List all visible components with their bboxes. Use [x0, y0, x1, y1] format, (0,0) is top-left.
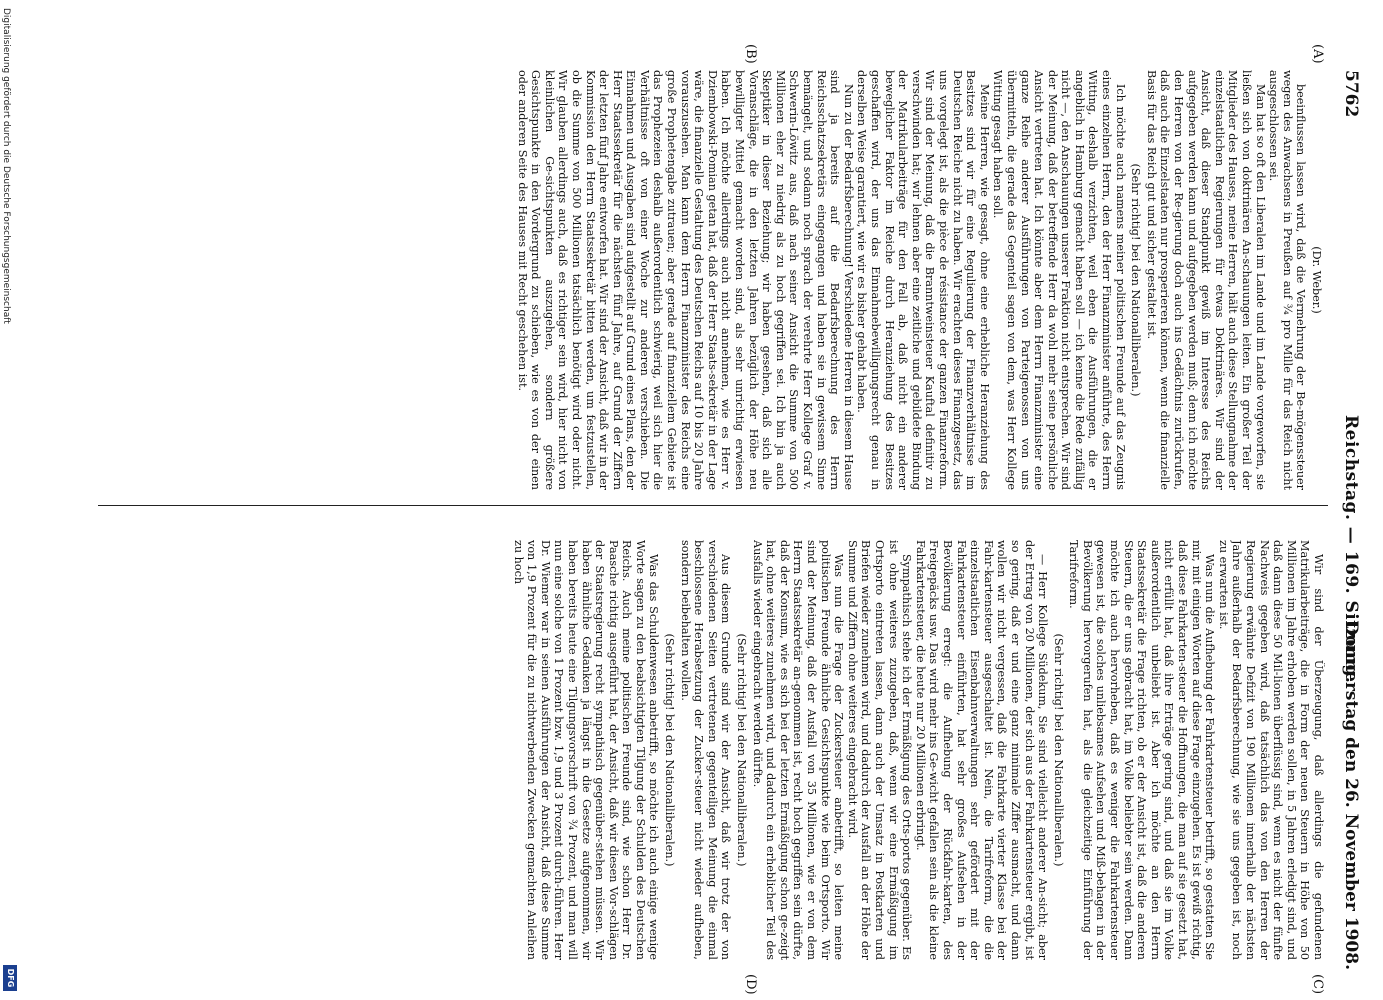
paragraph: beeinflussen lassen wird, daß die Vermehrung der Be-mögenssteuer wegen des Anwachsens in Preußen auf ¾ pro Mille für das Reich nicht ausgeschlossen sei.	[1267, 70, 1308, 490]
interjection: (Sehr richtig! bei den Nationalliberalen.)	[1129, 163, 1143, 397]
interjection: (Sehr richtig! bei den Nationalliberalen.)	[735, 633, 749, 867]
margin-marker-a: (A)	[1310, 44, 1325, 64]
paragraph: Wir sind der Überzeugung, daß allerdings die gefundenen Matrikularbeiträge, die in Form der neuen Steuern in Höhe von 50 Millionen im Jahre erhoben werden sollen, in 5 Jahren erledigt sind, und daß dann diese 50 Mil-lionen überflüssig sind, wenn es nicht der fünfte Nachweis gegeben wird, daß tatsächlich das von den Herren der Regierung erwähnte Defizit von 190 Millionen innerhalb der nächsten Jahre außerhalb der Bedarfsberechnung, wie sie uns gegeben ist, noch zu erwarten ist.	[1216, 540, 1325, 960]
page-date: Donnerstag den 26. November 1908.	[1341, 620, 1361, 970]
right-text-column	[125, 540, 1325, 960]
paragraph: Man hat so oft den Liberalen im Lande und im Lande vorgeworfen, sie ließen sich von doktrinären An-schauungen leiten. Ein großer Teil der Mitglieder des Hauses, meine Herren, hält auch diese Stellungnahme der einzelstaatlichen Regierungen für etwas Doktrinäres. Wir sind der Ansicht, daß dieser Standpunkt gewiß im Interesse des Reichs aufgegeben werden kann und aufgegeben werden muß; denn ich möchte den Herren von der Re-gierung doch auch ins Gedächtnis zurückrufen, daß auch die Einzelstaaten nur prosperieren können, wenn die finanzielle Basis für das Reich gut und sicher gestaltet ist.	[1144, 70, 1267, 490]
page-title: Reichstag. — 169. Sitzung.	[1341, 415, 1361, 684]
paragraph: Nun zu der Bedarfsberechnung! Verschiedene Herren in diesem Hause sind ja bereits auf die Bedarfsberechnung des Herrn Reichsschatzsekretärs eingegangen und haben sie in gewissem Sinne bemängelt, und sodann noch sprach der verehrte Herr Kollege Graf v. Schwerin-Löwitz aus, daß nach seiner Ansicht die Summe von 500 Millionen eher zu niedrig als zu hoch gegriffen sei. Ich bin ja auch Skeptiker in dieser Beziehung; wir haben gesehen, daß sich alle Voranschläge, die in den letzten Jahren bezüglich der Höhe neu bewilligter Mittel gemacht worden sind, als sehr unrichtig erwiesen haben. Ich möchte allerdings auch nicht annehmen, wie es Herr v. Dziembowski-Pomian getan hat, daß der Herr Staats-sekretär in der Lage wäre, die finanzielle Gestaltung des Deutschen Reichs auf 10 bis 20 Jahre vorauszusehen. Man kann dem Herrn Finanzminister des Reichs eine große Prophetengabe zutrauen; aber gerade auf finanziellem Gebiete ist das Prophezeien deshalb außerordentlich schwierig, weil sich hier die Verhältnisse oft von einer Woche zur anderen verschieben. Die Einnahmen und Ausgaben sind aufgestellt auf Grund eines Plans, den der Herr Staatssekretär für die nächsten fünf Jahre, auf Grund der Ziffern der letzten fünf Jahre entworfen hat. Wir sind der Ansicht, daß wir in der Kommission den Herrn Staatssekretär bitten werden, um festzustellen, ob die Summe von 500 Millionen tatsächlich benötigt wird oder nicht. Wir glauben allerdings auch, daß es richtiger sein wird, hier nicht von kleinlichen Ge-sichtspunkten auszugehen, sondern größere Gesichtspunkte in den Vordergrund zu schieben, wie es von der einen oder anderen Seite des Hauses mit Recht geschehen ist.	[515, 70, 855, 490]
interjection: (Sehr richtig! bei den Nationalliberalen.)	[1051, 633, 1065, 867]
dfg-logo: DFG	[3, 965, 17, 991]
paragraph: Was nun die Aufhebung der Fahrkartensteuer betrifft, so gestatten Sie mir, mit einigen Worten auf diese Frage einzugehen. Es ist gewiß richtig, daß diese Fahrkarten-steuer die Hoffnungen, die man auf sie gesetzt hat, nicht erfüllt hat, daß ihre Erträge gering sind, und daß sie im Volke außerordentlich unbeliebt ist. Aber ich möchte an den Herrn Staatssekretär die Frage richten, ob er der Ansicht ist, daß die anderen Steuern, die er uns gebracht hat, im Volke beliebter sein werden. Dann möchte ich auch hervorheben, daß es weniger die Fahrkartensteuer gewesen ist, die solches unliebsames Aufsehen und Miß-behagen in der Bevölkerung hervorgerufen hat, als die gleichzeitige Einführung der Tarifreform.	[1067, 540, 1217, 960]
page-header	[1335, 70, 1365, 970]
speaker-label: (Dr. Weber.)	[1310, 246, 1323, 314]
paragraph: Meine Herren, wie gesagt, ohne eine erhebliche Heranziehung des Besitzes sind wir für eine Regulierung der Finanzverhältnisse im Deutschen Reiche nicht zu haben. Wir erachten dieses Finanzgesetz, das uns vorgelegt ist, als die pièce de résistance der ganzen Finanzreform. Wir sind der Meinung, daß die Branntweinsteuer Kauftal definitiv zu verschwinden hat; wir lehnen aber eine zeitliche und gebildete Bindung der Matrikularbeiträge für den Fall ab, daß nicht ein anderer beweglicher Faktor im Reiche durch Heranziehung des Besitzes geschaffen wird, der uns das Einnahmebewilligungsrecht genau in derselben Weise garantiert, wie wir es bisher gehabt haben.	[855, 70, 991, 490]
paragraph: Sympathisch stehe ich der Ermäßigung des Orts-portos gegenüber. Es ist ohne weiteres zuzugeben, daß, wenn wir eine Ermäßigung im Ortsporto eintreten lassen, dann auch der Umsatz in Postkarten und Briefen wieder zunehmen wird, und dadurch der Ausfall an der Höhe der Summe und Ziffern ohne weiteres eingebracht wird.	[845, 540, 914, 960]
margin-marker-b: (B)	[743, 44, 758, 64]
column-divider	[98, 505, 1328, 506]
paragraph: — Herr Kollege Südekum, Sie sind vielleicht anderer An-sicht; aber der Ertrag von 20 Millionen, der sich aus der Fahrkartensteuer ergibt, ist so gering, daß er und eine ganz minimale Ziffer ausmacht, und dann wollen wir nicht vergessen, daß die Fahrkarte vierter Klasse bei der Fahr-kartensteuer ausgeschaltet ist. Nein, die Tarifreform, die die einzelstaatlichen Eisenbahnverwaltungen sehr gefördert mit der Fahrkartensteuer einführten, hat sehr großes Aufsehen in der Bevölkerung erregt: die Aufhebung der Rückfahr-karten, des Freigepäcks usw. Das wird mehr ins Ge-wicht gefallen sein als die kleine Fahrkartensteuer, die heute nur 20 Millionen erbringt.	[913, 540, 1050, 960]
paragraph: Aus diesem Grunde sind wir der Ansicht, daß wir trotz der von verschiedenen Seiten vertretenen gegenteiligen Meinung die einmal beschlossene Herabsetzung der Zucker-steuer nicht wieder aufheben, sondern beibehalten wollen.	[678, 540, 733, 960]
paragraph: Was nun die Frage der Zuckersteuer anbetrifft, so leiten meine politischen Freunde ähnliche Gesichtspunkte wie beim Ortsporto. Wir sind der Meinung, daß der Ausfall von 35 Millionen, wie er von dem Herrn Staatssekretär an-genommen ist, recht hoch gegriffen sein dürfte, daß der Konsum, wie es sich bei der letzten Ermäßigung schon ge-zeigt hat, ohne weiteres zunehmen wird, und dadurch ein erheblicher Teil des Ausfalls wieder eingebracht werden dürfte.	[750, 540, 846, 960]
paragraph: Was das Schuldenwesen anbetrifft, so möchte ich auch einige wenige Worte sagen zu den beabsichtigten Tilgung der Schulden des Deutschen Reichs. Auch meine politischen Freunde sind, wie schon Herr Dr. Paasche richtig ausgeführt hat, der Ansicht, daß wir diesen Vor-schlägen der Staatsregierung recht sympathisch gegenüber-stehen müssen. Wir haben ähnliche Gedanken ja längst in die Gesetze aufgenommen, wir haben bereits heute eine Tilgungsvorschrift von ¾ Prozent, und man will nun eine solche von 1 Prozent bzw. 1,9 und 3 Prozent durch-führen. Herr Dr. Wiemer war in seinen Ausführungen der Ansicht, daß diese Summe von 1,9 Prozent für die zu nichtwerbenden Zwecken gemachten Anleihen zu hoch	[511, 540, 661, 960]
paragraph: Ich möchte auch namens meiner politischen Freunde auf das Zeugnis eines einzelnen Herrn, den der Herr Finanzminister anführte, des Herrn Witting, deshalb verzichten, weil eben die Ausführungen, die er angeblich in Hamburg gemacht haben soll — ich kenne die Rede zufällig nicht —, den Anschauungen unserer Fraktion nicht entsprechen. Wir sind der Meinung, daß der betreffende Herr da wohl mehr seine persönliche Ansicht vertreten hat. Ich könnte aber dem Herrn Finanzminister eine ganze Reihe anderer Ausführungen von Parteigenossen von uns übermitteln, die gerade das Gegenteil sagen von dem, was Herr Kollege Witting gesagt haben soll.	[991, 70, 1127, 490]
margin-marker-c: (C)	[1310, 974, 1325, 995]
funding-note: Digitalisierung gefördert durch die Deutsche Forschungsgemeinschaft	[1, 8, 11, 324]
left-text-column	[125, 70, 1325, 490]
page-number: 5762	[1341, 70, 1361, 118]
margin-marker-d: (D)	[743, 974, 758, 995]
interjection: (Sehr richtig! bei den Nationalliberalen.)	[663, 633, 677, 867]
